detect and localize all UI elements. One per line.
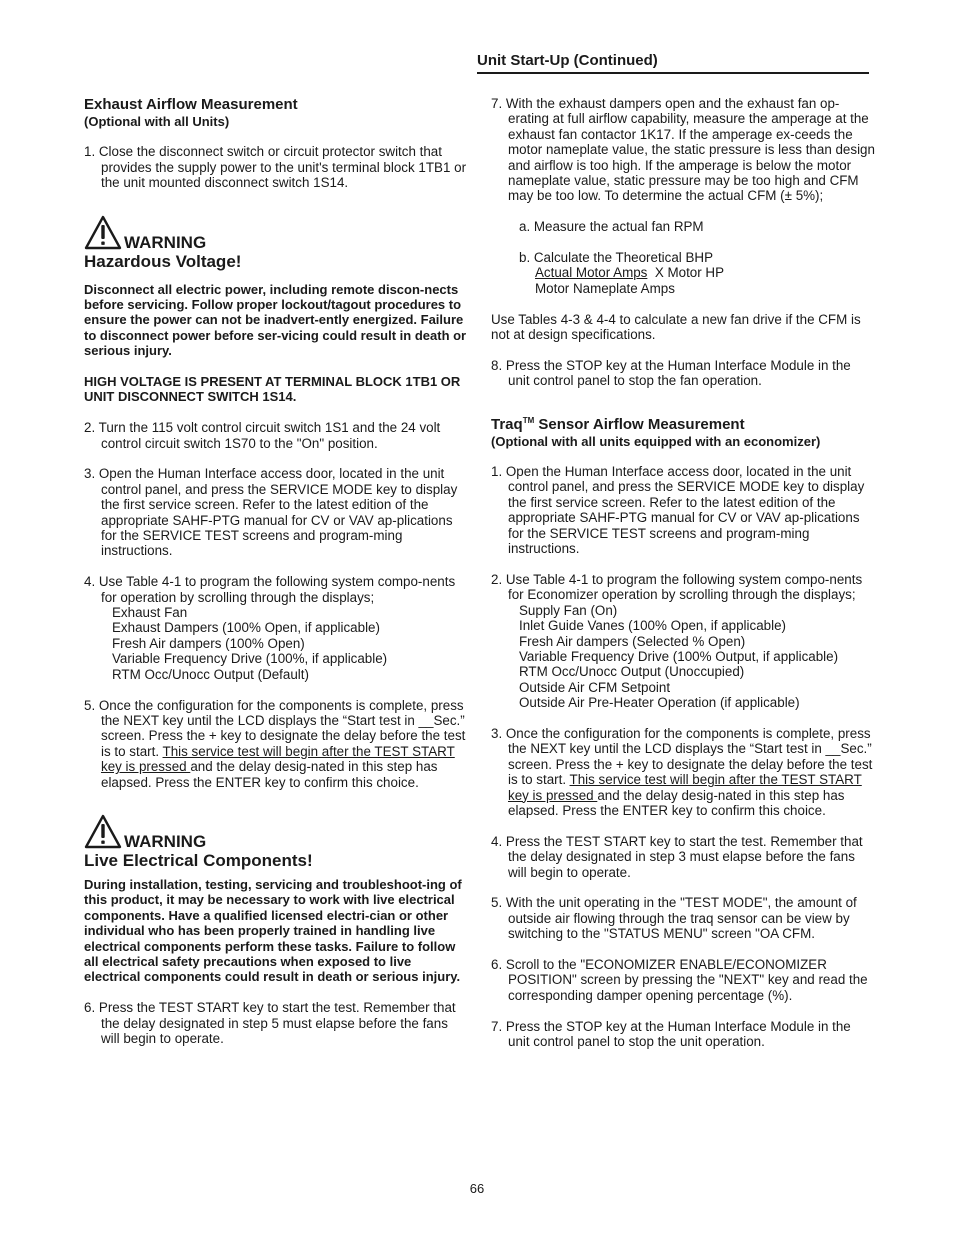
traq-step-7: 7. Press the STOP key at the Human Interface Module in the unit control panel to stop the unit operation. xyxy=(491,1018,851,1049)
left-column xyxy=(84,96,468,1046)
header-title: Unit Start-Up (Continued) xyxy=(477,52,658,69)
warning-block-live-electrical xyxy=(84,814,468,985)
list-item: RTM Occ/Unocc Output (Unoccupied) xyxy=(519,664,745,680)
traq-step-4: 4. Press the TEST START key to start the test. Remember that the delay designated in step 3 must elapse before the fans will begin to operate. xyxy=(491,833,863,880)
warning-high-voltage-note: HIGH VOLTAGE IS PRESENT AT TERMINAL BLOCK 1TB1 OR UNIT DISCONNECT SWITCH 1S14. xyxy=(84,374,461,405)
formula-numerator: Actual Motor Amps xyxy=(535,265,648,281)
formula-denominator: Motor Nameplate Amps xyxy=(535,280,675,296)
traq-step-2: 2. Use Table 4-1 to program the following system compo-nents for Economizer operation by scrolling through the displays; xyxy=(491,571,863,603)
page-header xyxy=(477,52,869,74)
list-item: Supply Fan (On) xyxy=(519,602,618,618)
exhaust-step-4-list xyxy=(84,605,468,682)
exhaust-step-7: 7. With the exhaust dampers open and the exhaust fan op-erating at full airflow capability, measure the amperage at the exhaust fan contactor 1K17. If the amperage ex-ceeds the motor nameplate value, the static pressure is less than design and airflow is too high. If the amperage is below the motor nameplate value, static pressure may be too high and CFM may be too low. To determine the actual CFM (± 5%); xyxy=(491,96,875,204)
traq-step-1: 1. Open the Human Interface access door, located in the unit control panel, and press the SERVICE MODE key to display the first service screen. Refer to the latest edition of the appropriate SAHF-PTG manual for CV or VAV ap-plications for the SERVICE TEST screens and program-ming instructions. xyxy=(491,464,865,557)
exhaust-step-7b: b. Calculate the Theoretical BHP xyxy=(519,250,714,266)
warning-title: Hazardous Voltage! xyxy=(84,251,242,271)
exhaust-step-1: 1. Close the disconnect switch or circuit protector switch that provides the supply power to the unit's terminal block 1TB1 or the unit mounted disconnect switch 1S14. xyxy=(84,144,467,191)
section-title-exhaust: Exhaust Airflow Measurement xyxy=(84,96,298,113)
traq-step-6: 6. Scroll to the "ECONOMIZER ENABLE/ECONOMIZER POSITION" screen by pressing the "NEXT" key and read the corresponding damper opening percentage (%). xyxy=(491,956,868,1003)
warning-label: WARNING xyxy=(124,232,207,252)
page-number: 66 xyxy=(469,1181,485,1196)
list-item: Outside Air Pre-Heater Operation (if applicable) xyxy=(519,695,800,711)
warning-body: During installation, testing, servicing and troubleshoot-ing of this product, it may be necessary to work with live electrical components. Have a qualified licensed electri-cian or other individual who has been properly trained in handling live electrical components perform these tasks. Failure to follow all electrical safety precautions when exposed to live electrical components could result in death or serious injury. xyxy=(84,876,462,985)
list-item: Variable Frequency Drive (100%, if applicable) xyxy=(112,651,388,667)
warning-triangle-icon xyxy=(84,814,122,850)
list-item: Fresh Air dampers (Selected % Open) xyxy=(519,633,746,649)
warning-body: Disconnect all electric power, including remote discon-nects before servicing. Follow proper lockout/tagout procedures to ensure the power can not be inadvert-ently energized. Failure to disconnect power before ser-vicing could result in death or serious injury. xyxy=(84,281,467,359)
exhaust-step-3: 3. Open the Human Interface access door, located in the unit control panel, and press the SERVICE MODE key to display the first service screen. Refer to the latest edition of the appropriate SAHF-PTG manual for CV or VAV ap-plications for the SERVICE TEST screens and program-ming instructions. xyxy=(84,466,458,559)
list-item: Fresh Air dampers (100% Open) xyxy=(112,635,305,651)
traq-step-2-list xyxy=(491,603,876,711)
traq-step-5: 5. With the unit operating in the "TEST MODE", the amount of outside air flowing through the traq sensor can be view by switching to the "STATUS MENU" screen "OA CFM. xyxy=(491,895,857,942)
bhp-formula xyxy=(491,265,876,296)
list-item: Exhaust Dampers (100% Open, if applicable) xyxy=(112,620,380,636)
section-subtitle-traq: (Optional with all units equipped with an economizer) xyxy=(491,433,821,449)
list-item: Inlet Guide Vanes (100% Open, if applicable) xyxy=(519,618,786,634)
fan-drive-note: Use Tables 4-3 & 4-4 to calculate a new fan drive if the CFM is not at design specifications. xyxy=(491,311,861,343)
warning-label: WARNING xyxy=(124,831,207,851)
warning-triangle-icon xyxy=(84,215,122,251)
exhaust-step-2: 2. Turn the 115 volt control circuit switch 1S1 and the 24 volt control circuit switch 1S70 to the "On" position. xyxy=(84,420,441,451)
section-title-traq: Traq™ Sensor Airflow Measurement xyxy=(491,415,745,433)
list-item: Variable Frequency Drive (100% Output, if applicable) xyxy=(519,648,839,664)
warning-block-hazardous-voltage xyxy=(84,215,468,405)
right-column xyxy=(491,96,876,1049)
section-subtitle-exhaust: (Optional with all Units) xyxy=(84,114,230,129)
exhaust-step-5: 5. Once the configuration for the components is complete, press the NEXT key until the LCD displays the “Start test in __Sec.” screen. Press the + key to designate the delay before the test is to start. This service test will begin after the TEST START key is pressed and the delay desig-nated in this step has elapsed. Press the ENTER key to confirm this choice. xyxy=(84,697,466,790)
list-item: Outside Air CFM Setpoint xyxy=(519,679,671,695)
exhaust-step-6: 6. Press the TEST START key to start the test. Remember that the delay designated in step 5 must elapse before the fans will begin to operate. xyxy=(84,1000,456,1046)
list-item: RTM Occ/Unocc Output (Default) xyxy=(112,666,309,682)
exhaust-step-8: 8. Press the STOP key at the Human Interface Module in the unit control panel to stop the fan operation. xyxy=(491,357,851,389)
exhaust-step-7a: a. Measure the actual fan RPM xyxy=(519,219,704,235)
exhaust-step-4: 4. Use Table 4-1 to program the following system compo-nents for operation by scrolling through the displays; xyxy=(84,574,456,605)
warning-title: Live Electrical Components! xyxy=(84,850,313,870)
traq-step-3: 3. Once the configuration for the components is complete, press the NEXT key until the LCD displays the “Start test in __Sec.” screen. Press the + key to designate the delay before the test is to start. This service test will begin after the TEST START key is pressed and the delay desig-nated in this step has elapsed. Press the ENTER key to confirm this choice. xyxy=(491,725,873,818)
formula-multiplier: X Motor HP xyxy=(654,265,725,281)
list-item: Exhaust Fan xyxy=(112,605,188,621)
